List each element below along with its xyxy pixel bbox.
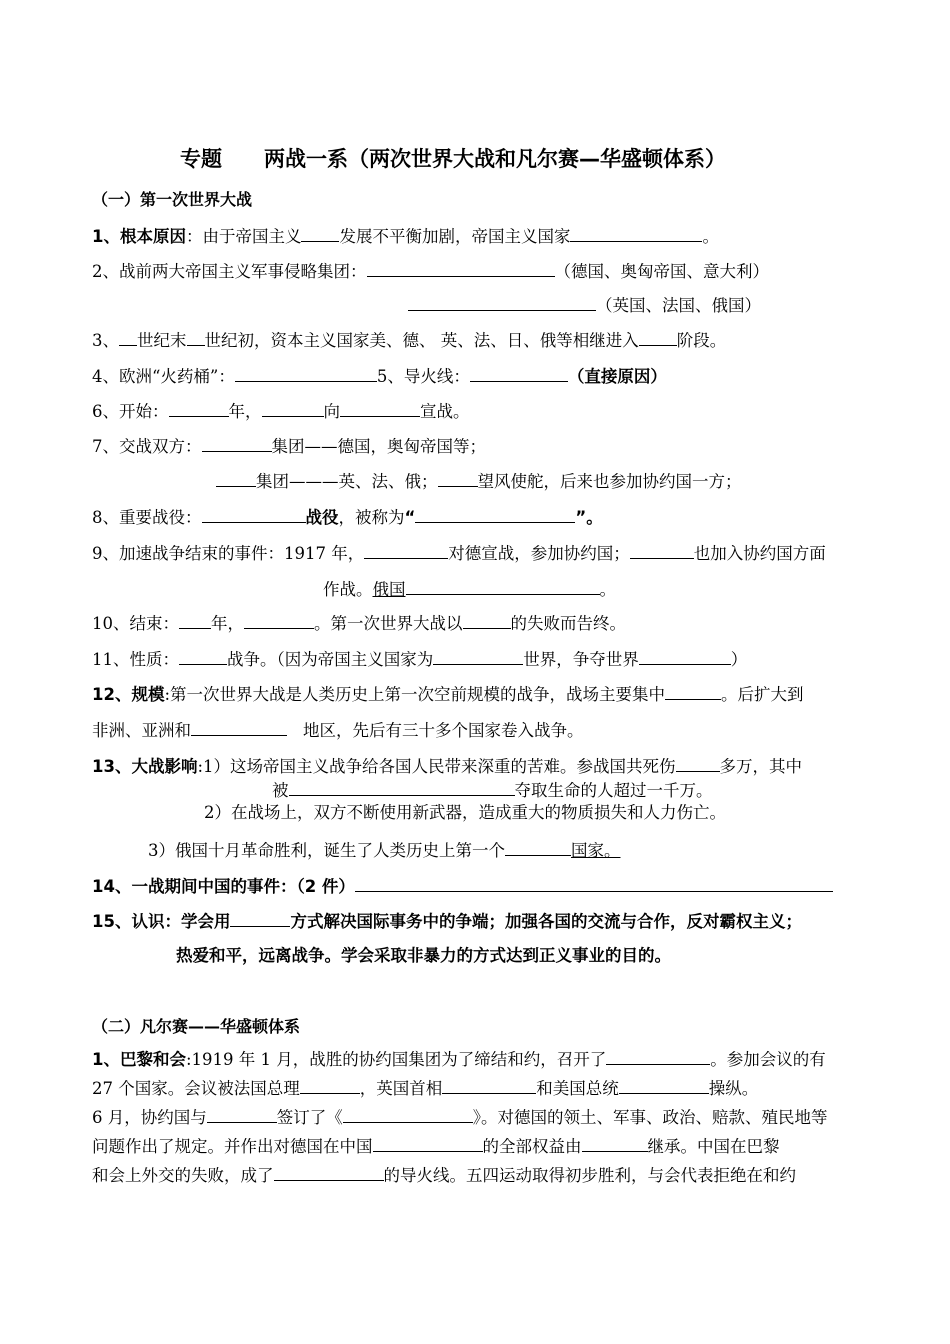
blank[interactable] <box>262 399 324 417</box>
item-13-text-h: 国家。 <box>571 841 621 860</box>
blank[interactable] <box>202 505 306 523</box>
item-6-text-a: 6、开始： <box>92 402 169 421</box>
item-1 <box>92 224 719 248</box>
item-9-line-2 <box>323 577 616 601</box>
item-12-line-2 <box>92 718 584 742</box>
item-9-text-a: 9、加速战争结束的事件：1917 年， <box>92 544 365 563</box>
item-6 <box>92 399 470 423</box>
blank[interactable] <box>442 1076 536 1094</box>
item-4-5 <box>92 364 667 388</box>
item-7-text-a: 7、交战双方： <box>92 437 202 456</box>
blank[interactable] <box>373 1134 483 1152</box>
item-1-text-b: 发展不平衡加剧，帝国主义国家 <box>339 227 571 246</box>
s2-p1-text-l: 继承。中国在巴黎 <box>647 1137 780 1156</box>
item-13-line-4 <box>148 838 621 862</box>
item-8-text-a: 8、重要战役： <box>92 508 202 527</box>
blank[interactable] <box>619 1076 709 1094</box>
item-11-text-c: 世界，争夺世界 <box>523 650 639 669</box>
s2-p1-line-2 <box>92 1076 758 1100</box>
blank[interactable] <box>235 364 377 382</box>
item-8-quote-open: “ <box>404 508 416 527</box>
s2-p1-text-k: 的全部权益由 <box>482 1137 582 1156</box>
item-12-text-d: 非洲、亚洲和 <box>92 721 191 740</box>
blank[interactable] <box>406 577 600 595</box>
s2-p1-line-3 <box>92 1105 828 1129</box>
item-13-text-g: 3）俄国十月革命胜利，诞生了人类历史上第一个 <box>148 841 505 860</box>
item-12-label: 12、规模 <box>92 685 165 704</box>
item-3-text-b: 世纪末 <box>137 331 187 350</box>
s2-p1-text-b: 。参加会议的有 <box>710 1050 826 1069</box>
item-3 <box>92 328 726 352</box>
blank[interactable] <box>179 647 227 665</box>
blank[interactable] <box>438 469 478 487</box>
item-10-text-d: 的失败而告终。 <box>510 614 626 633</box>
blank[interactable] <box>408 293 596 311</box>
item-9-text-c: 也加入协约国方面 <box>693 544 826 563</box>
item-13-text-b: :1）这场帝国主义战争给各国人民带来深重的苦难。参战国共死伤 <box>197 757 676 776</box>
s2-p1-text-m: 和会上外交的失败，成了 <box>92 1166 274 1185</box>
s2-p1-text-d: ，英国首相 <box>359 1079 443 1098</box>
item-1-text-c: 。 <box>702 227 719 246</box>
blank[interactable] <box>639 647 731 665</box>
blank[interactable] <box>119 328 137 346</box>
blank[interactable] <box>169 399 229 417</box>
blank[interactable] <box>367 259 555 277</box>
s2-p1-text-a: :1919 年 1 月，战胜的协约国集团为了缔结和约，召开了 <box>185 1050 607 1069</box>
blank[interactable] <box>570 224 702 242</box>
item-2-text-c: （英国、法国、俄国） <box>596 296 761 315</box>
blank[interactable] <box>202 434 272 452</box>
blank[interactable] <box>300 1076 360 1094</box>
item-5-text: 5、导火线： <box>376 367 470 386</box>
blank[interactable] <box>340 399 420 417</box>
item-9-text-f: 。 <box>599 580 616 599</box>
blank[interactable] <box>216 469 256 487</box>
item-4-text-a: 4、欧洲“火药桶”： <box>92 367 235 386</box>
blank[interactable] <box>582 1134 648 1152</box>
item-9-text-e: 俄国 <box>372 580 406 599</box>
blank[interactable] <box>191 718 287 736</box>
blank[interactable] <box>630 541 694 559</box>
item-3-text-d: 阶段。 <box>676 331 727 350</box>
item-2-text-a: 2、战前两大帝国主义军事侵略集团： <box>92 262 367 281</box>
blank[interactable] <box>606 1047 710 1065</box>
item-10 <box>92 611 626 635</box>
page-title <box>180 148 726 170</box>
item-1-number: 1、 <box>92 227 120 246</box>
s2-p1-text-h: 签订了《 <box>276 1108 343 1127</box>
item-15 <box>92 909 802 933</box>
item-1-label: 根本原因 <box>119 227 186 246</box>
item-13-line-3: 2）在战场上，双方不断使用新武器，造成重大的物质损失和人力伤亡。 <box>204 803 726 822</box>
s2-p1-text-c: 27 个国家。会议被法国总理 <box>92 1079 300 1098</box>
blank[interactable] <box>289 778 515 796</box>
blank[interactable] <box>355 874 833 892</box>
item-9-text-b: 对德宣战，参加协约国； <box>448 544 630 563</box>
item-12-text-c: 。后扩大到 <box>721 685 804 704</box>
s2-p1-text-j: 问题作出了规定。并作出对德国在中国 <box>92 1137 373 1156</box>
blank[interactable] <box>274 1163 384 1181</box>
item-13-text-c: 多万，其中 <box>719 757 803 776</box>
item-11-text-a: 11、性质： <box>92 650 179 669</box>
item-6-text-c: 向 <box>323 402 340 421</box>
s2-p1-text-n: 的导火线。五四运动取得初步胜利，与会代表拒绝在和约 <box>383 1166 796 1185</box>
s2-p1-text-f: 操纵。 <box>708 1079 759 1098</box>
item-12-text-e: 地区，先后有三十多个国家卷入战争。 <box>303 721 584 740</box>
item-15-line-2: 热爱和平，远离战争。学会采取非暴力的方式达到正义事业的目的。 <box>176 946 671 965</box>
item-11-text-d: ） <box>730 650 748 669</box>
s2-p1-text-e: 和美国总统 <box>536 1079 619 1098</box>
item-2 <box>92 259 769 283</box>
section2-heading: （二）凡尔赛——华盛顿体系 <box>92 1017 301 1036</box>
item-10-text-c: 。第一次世界大战以 <box>314 614 463 633</box>
item-2-text-b: （德国、奥匈帝国、意大利） <box>554 262 769 281</box>
blank[interactable] <box>415 505 575 523</box>
item-7 <box>92 434 486 458</box>
item-15-text-b: 方式解决国际事务中的争端；加强各国的交流与合作，反对霸权主义； <box>290 912 802 931</box>
item-10-text-a: 10、结束： <box>92 614 179 633</box>
s2-p1-line-4 <box>92 1134 780 1158</box>
s2-p1-label: 巴黎和会 <box>119 1050 186 1069</box>
blank[interactable] <box>433 647 523 665</box>
item-6-text-b: 年， <box>228 402 262 421</box>
item-12-text-b: :第一次世界大战是人类历史上第一次空前规模的战争，战场主要集中 <box>164 685 666 704</box>
blank[interactable] <box>301 224 339 242</box>
item-3-text-a: 3、 <box>92 331 119 350</box>
item-3-text-c: 世纪初，资本主义国家美、德、 英、法、日、俄等相继进入 <box>204 331 639 350</box>
blank[interactable] <box>463 611 511 629</box>
item-13 <box>92 754 802 778</box>
blank[interactable] <box>187 328 205 346</box>
blank[interactable] <box>676 754 720 772</box>
s2-p1-text-g: 6 月，协约国与 <box>92 1108 207 1127</box>
item-10-text-b: 年， <box>211 614 244 633</box>
item-7-text-c: 集团———英、法、俄； <box>256 472 438 491</box>
s2-p1-line-1 <box>92 1047 826 1071</box>
title-main: 两战一系（两次世界大战和凡尔赛—华盛顿体系） <box>264 147 726 171</box>
item-13-label: 13、大战影响 <box>92 757 198 776</box>
item-15-text-a: 15、认识：学会用 <box>92 912 231 931</box>
item-8-quote-close: ”。 <box>575 508 603 527</box>
blank[interactable] <box>244 611 314 629</box>
item-7-text-d: 望风使舵，后来也参加协约国一方； <box>477 472 742 491</box>
section1-heading: （一）第一次世界大战 <box>92 190 253 209</box>
item-13-line-2 <box>272 778 713 802</box>
s2-p1-number: 1、 <box>92 1050 120 1069</box>
blank[interactable] <box>207 1105 277 1123</box>
item-1-text-a: ：由于帝国主义 <box>185 227 302 246</box>
blank[interactable] <box>179 611 211 629</box>
item-8 <box>92 505 603 529</box>
title-prefix: 专题 <box>180 147 222 171</box>
blank[interactable] <box>364 541 448 559</box>
item-5-note: （直接原因） <box>567 367 667 386</box>
item-11-text-b: 战争。（因为帝国主义国家为 <box>227 650 434 669</box>
item-9-text-d: 作战。 <box>323 580 373 599</box>
item-14 <box>92 874 833 898</box>
item-13-text-e: 夺取生命的人超过一千万。 <box>514 781 713 800</box>
blank[interactable] <box>639 328 677 346</box>
blank[interactable] <box>665 682 721 700</box>
blank[interactable] <box>505 838 571 856</box>
s2-p1-line-5 <box>92 1163 796 1187</box>
blank[interactable] <box>230 909 290 927</box>
item-13-text-d: 被 <box>272 781 289 800</box>
item-7-line-2 <box>216 469 742 493</box>
item-14-text-a: 14、一战期间中国的事件：（2 件） <box>92 877 355 896</box>
blank[interactable] <box>470 364 568 382</box>
blank[interactable] <box>343 1105 473 1123</box>
item-9 <box>92 541 826 565</box>
item-8-text-b: 战役 <box>305 508 339 527</box>
item-12 <box>92 682 804 706</box>
item-6-text-d: 宣战。 <box>420 402 470 421</box>
item-7-text-b: 集团——德国，奥匈帝国等； <box>271 437 486 456</box>
item-11 <box>92 647 747 671</box>
item-2-line-2 <box>408 293 761 317</box>
s2-p1-text-i: 》。对德国的领土、军事、政治、赔款、殖民地等 <box>472 1108 828 1127</box>
item-8-text-c: ，被称为 <box>338 508 405 527</box>
